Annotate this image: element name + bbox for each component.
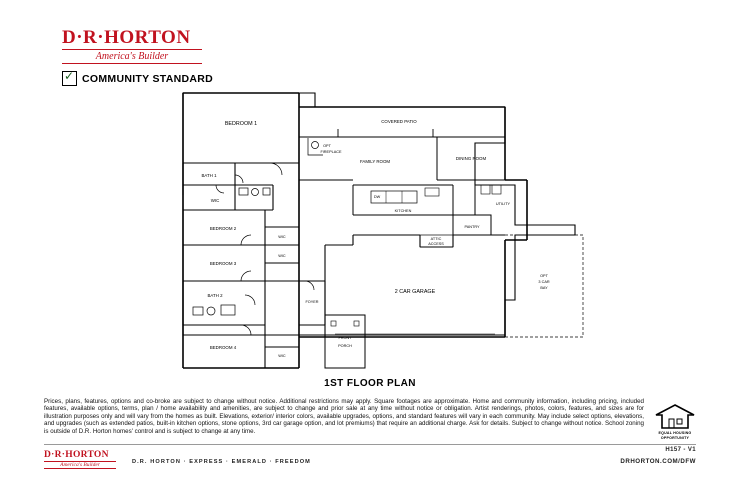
footer-brand-list: D.R. HORTON · EXPRESS · EMERALD · FREEDOM <box>132 459 311 465</box>
brand-logo <box>62 28 262 86</box>
room-label-attic-line1: ATTIC <box>430 237 442 241</box>
checkbox-icon <box>62 71 77 86</box>
room-label-bedroom2: BEDROOM 2 <box>209 226 237 231</box>
community-standard-label: COMMUNITY STANDARD <box>82 72 214 85</box>
equal-housing-opportunity <box>652 404 698 441</box>
footer-divider <box>44 444 696 445</box>
footer-url[interactable]: DRHORTON.COM/DFW <box>620 458 696 465</box>
room-label-garage: 2 CAR GARAGE <box>394 289 436 295</box>
equal-housing-icon <box>655 404 695 430</box>
room-label-bedroom1: BEDROOM 1 <box>224 121 258 127</box>
label-opt-fireplace-line2: FIREPLACE <box>320 150 342 154</box>
plan-code: H157 - V1 <box>665 447 696 453</box>
room-label-opt-bay-line2: 3 CAR <box>538 280 550 284</box>
room-label-utility: UTILITY <box>495 202 511 206</box>
room-label-wic1: WIC <box>210 198 220 203</box>
room-label-bath2: BATH 2 <box>207 293 223 298</box>
footer-brand-title: D·R·HORTON <box>44 450 109 460</box>
room-label-opt-bay-line1: OPT <box>540 274 548 278</box>
room-label-bedroom3: BEDROOM 3 <box>209 261 237 266</box>
room-label-attic-line2: ACCESS <box>428 242 444 246</box>
label-opt-fireplace-line1: OPT <box>323 144 331 148</box>
disclaimer-text: Prices, plans, features, options and co-broke are subject to change without notice. Additional restrictions may apply. Square footages are approximate. Home and community information, including pricing, included features, available options, terms, plan / home availability and amenities, are subject to change and prior sale at any time without notice or obligation. Artist renderings, photos, colors, features, and sizes are for illustration purposes only and will vary from the homes as built. Elevations, exterior/ interior colors, available upgrades, options, and standard features will vary in each community. May include select options, elevations, and upgrades (such as extended patios, built-in kitchen options, stone options, 3rd car garage option, and lot premiums) that require an additional charge. Ask for details. Subject to change without notice. School zoning is outside of D.R. Horton homes' control and is subject to change at any time. <box>44 398 644 435</box>
room-label-dining: DINING ROOM <box>455 156 487 161</box>
label-dishwasher: DW <box>373 195 381 199</box>
floor-plan-drawing <box>175 85 595 375</box>
room-label-wic3: WIC <box>278 254 286 258</box>
footer-brand-tagline: America's Builder <box>44 461 116 469</box>
room-label-opt-bay-line3: BAY <box>540 286 548 290</box>
brand-tagline: America's Builder <box>62 49 202 64</box>
room-label-pantry: PANTRY <box>464 225 480 229</box>
equal-housing-line1: EQUAL HOUSING <box>658 431 692 435</box>
plan-caption: 1ST FLOOR PLAN <box>324 378 416 389</box>
room-label-family: FAMILY ROOM <box>359 159 391 164</box>
room-label-bath1: BATH 1 <box>201 173 217 178</box>
room-label-front-porch-line2: PORCH <box>338 344 352 348</box>
room-label-covered-patio: COVERED PATIO <box>381 119 417 124</box>
room-label-bedroom4: BEDROOM 4 <box>209 345 237 350</box>
community-standard-row <box>62 71 262 86</box>
room-label-kitchen: KITCHEN <box>394 209 412 213</box>
room-label-wic4: WIC <box>278 354 286 358</box>
footer-brand-logo <box>44 450 136 469</box>
brand-title: D·R·HORTON <box>62 27 191 48</box>
equal-housing-line2: OPPORTUNITY <box>660 436 690 441</box>
room-label-wic2: WIC <box>278 235 286 239</box>
room-label-foyer: FOYER <box>305 300 319 304</box>
room-label-front-porch-line1: FRONT <box>338 336 352 340</box>
